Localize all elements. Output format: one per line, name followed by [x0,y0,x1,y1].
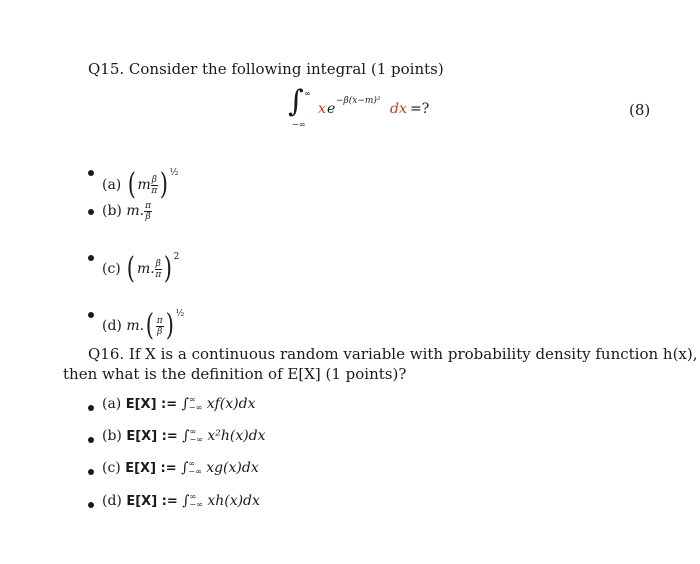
lower-limit: −∞ [292,120,306,129]
integrand: xf(x)dx [206,396,256,412]
lower-limit: −∞ [189,500,203,509]
bullet [88,405,94,411]
q15-option-c: (c) ( m. $\frac{\beta}{\pi}$ ) $^2$ [102,251,180,286]
frac-den: π [151,185,158,196]
option-label: (d) [102,318,122,334]
option-m: m. [126,203,145,219]
q15-heading: Q15. Consider the following integral (1 points) [88,60,444,78]
integral-sign: ∫ [182,428,190,444]
q15-option-b [102,200,152,222]
option-label: (a) [102,396,122,412]
upper-limit: ∞ [188,395,196,404]
option-label: (c) [102,261,121,277]
q15-option-d: (d) m.( $\frac{\pi}{\beta}$ ) $^{\frac{1}{2}}$ [102,308,185,343]
frac-num: β [155,258,161,269]
option-m: m. [126,318,145,334]
q16-line1: Q16. If X is a continuous random variable with probability density function h(x), [88,345,698,363]
q15-integral-equation [288,86,448,130]
integrand-e: e [327,101,336,117]
bullet [88,312,94,318]
bullet [88,469,94,475]
equals-question: =? [410,101,430,117]
bullet [88,209,94,215]
expectation-lhs: E[X] := [125,461,177,476]
q16-option-b [102,428,266,444]
bullet [88,437,94,443]
expectation-lhs: E[X] := [126,494,178,509]
option-label: (b) [102,428,122,444]
option-label: (a) [102,177,122,193]
dx: dx [390,101,407,117]
option-label: (c) [102,460,121,476]
option-label: (b) [102,203,122,219]
frac-den: β [157,326,163,337]
exponent-power: ½ [175,309,185,319]
lower-limit: −∞ [189,435,203,444]
integral-sign: ∫ [288,84,304,119]
integrand-x: x [318,101,326,117]
q16-option-a [102,396,255,412]
q16-option-c [102,460,259,476]
frac-num: π [145,200,151,211]
option-label: (d) [102,493,122,509]
exponent-power: 2 [173,252,180,262]
equation-number: (8) [629,101,651,119]
lower-limit: −∞ [188,403,203,412]
integrand: xg(x)dx [206,460,259,476]
bullet [88,255,94,261]
integrand: xh(x)dx [207,493,260,509]
option-m: m. [136,261,155,277]
bullet [88,502,94,508]
exponent: −β(x−m)² [336,96,381,106]
frac-num: β [151,174,157,185]
frac-num: π [156,315,163,326]
expectation-lhs: E[X] := [125,397,178,412]
upper-limit: ∞ [189,427,197,436]
bullet [88,170,94,176]
option-m: m [137,177,151,193]
exponent-power: ½ [169,168,179,178]
q16-option-d [102,493,260,509]
q15-option-a: (a) ( m $\frac{\beta}{\pi}$ ) $^{\frac{1}{2}}$ [102,167,179,202]
upper-limit: ∞ [188,459,196,468]
integral-sign: ∫ [181,460,189,476]
expectation-lhs: E[X] := [126,429,178,444]
upper-limit: ∞ [304,89,311,98]
integral-sign: ∫ [182,493,190,509]
q16-line2: then what is the definition of E[X] (1 points)? [63,365,407,383]
upper-limit: ∞ [189,492,197,501]
lower-limit: −∞ [188,467,202,476]
integrand: x²h(x)dx [207,428,266,444]
frac-den: π [155,269,162,280]
frac-den: β [145,211,151,222]
integral-sign: ∫ [181,396,189,412]
